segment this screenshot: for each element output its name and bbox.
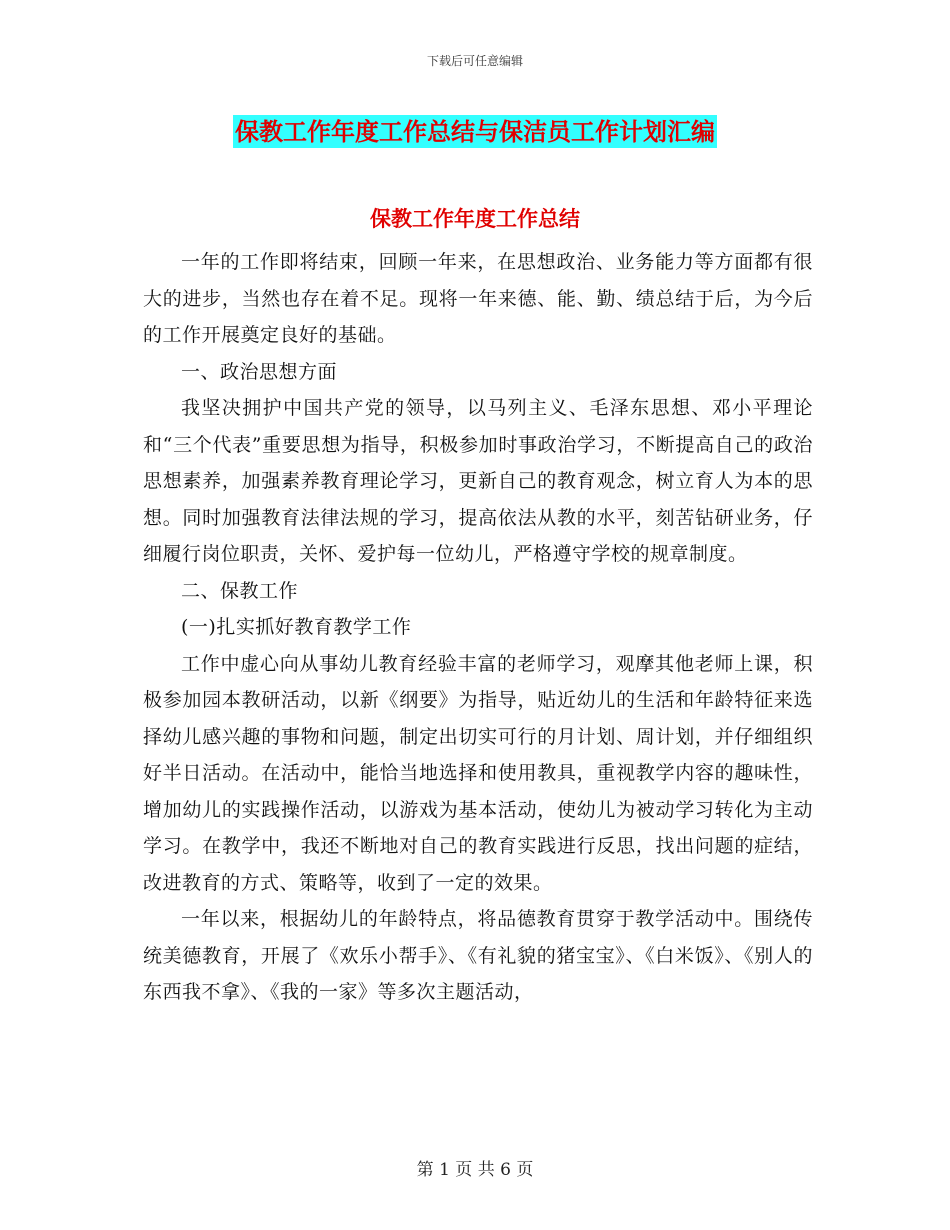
- document-body: [143, 244, 813, 1011]
- document-title-text: 保教工作年度工作总结与保洁员工作计划汇编: [235, 117, 715, 146]
- document-title: [0, 112, 950, 147]
- paragraph: 我坚决拥护中国共产党的领导，以马列主义、毛泽东思想、邓小平理论和“三个代表”重要思想为指导，积极参加时事政治学习，不断提高自己的政治思想素养，加强素养教育理论学习，更新自己的教育观念，树立育人为本的思想。同时加强教育法律法规的学习，提高依法从教的水平，刻苦钻研业务，仔细履行岗位职责，关怀、爱护每一位幼儿，严格遵守学校的规章制度。: [143, 397, 813, 565]
- paragraph: 一年以来，根据幼儿的年龄特点，将品德教育贯穿于教学活动中。围绕传统美德教育，开展了《欢乐小帮手》、《有礼貌的猪宝宝》、《白米饭》、《别人的东西我不拿》、《我的一家》等多次主题活动，: [143, 908, 813, 1003]
- header-note: 下载后可任意编辑: [426, 54, 523, 68]
- heading-care-education: 二、保教工作: [181, 579, 299, 602]
- subheading-teaching: (一)扎实抓好教育教学工作: [181, 616, 412, 638]
- page-number: 第 1 页 共 6 页: [416, 1160, 534, 1180]
- paragraph: 一年的工作即将结束，回顾一年来，在思想政治、业务能力等方面都有很大的进步，当然也存在着不足。现将一年来德、能、勤、绩总结于后，为今后的工作开展奠定良好的基础。: [143, 251, 813, 346]
- paragraph: 工作中虚心向从事幼儿教育经验丰富的老师学习，观摩其他老师上课，积极参加园本教研活动，以新《纲要》为指导，贴近幼儿的生活和年龄特征来选择幼儿感兴趣的事物和问题，制定出切实可行的月计划、周计划，并仔细组织好半日活动。在活动中，能恰当地选择和使用教具，重视教学内容的趣味性，增加幼儿的实践操作活动，以游戏为基本活动，使幼儿为被动学习转化为主动学习。在教学中，我还不断地对自己的教育实践进行反思，找出问题的症结，改进教育的方式、策略等，收到了一定的效果。: [143, 652, 813, 894]
- section-title: 保教工作年度工作总结: [370, 206, 580, 231]
- heading-political: 一、政治思想方面: [181, 360, 338, 383]
